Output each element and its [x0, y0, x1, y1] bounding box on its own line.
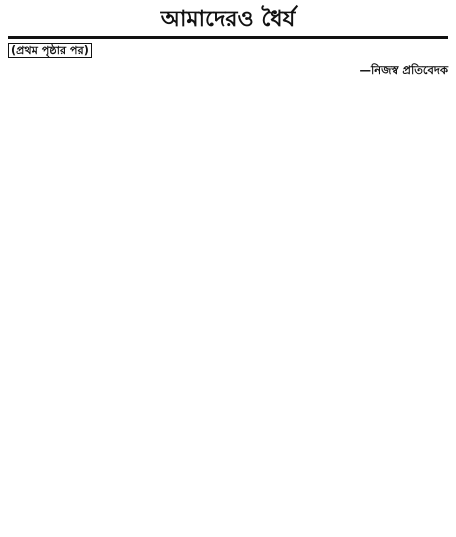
article-byline: —নিজস্ব প্রতিবেদক [359, 62, 448, 77]
article-body [8, 43, 448, 60]
article-headline: আমাদেরও ধৈর্য [160, 6, 296, 32]
headline-rule [8, 36, 448, 39]
continued-marker: (প্রথম পৃষ্ঠার পর) [8, 43, 92, 58]
